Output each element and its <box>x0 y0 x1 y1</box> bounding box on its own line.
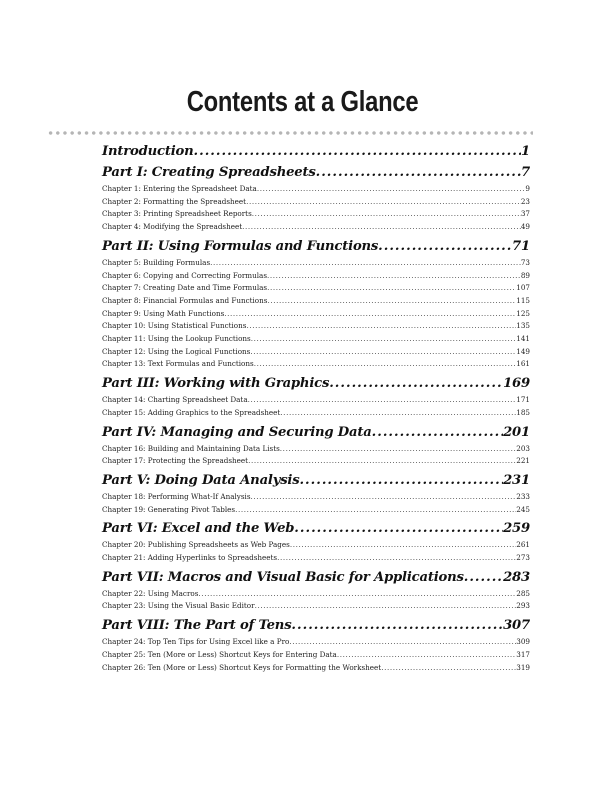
page-number: 203 <box>516 443 530 453</box>
toc-chapter-entry[interactable] <box>102 320 530 333</box>
page-number: 89 <box>520 270 530 280</box>
table-of-contents <box>102 144 530 674</box>
toc-chapter-entry[interactable] <box>102 504 530 517</box>
dot-leader <box>198 588 516 601</box>
part-title: Part VIII: The Part of Tens <box>102 618 292 634</box>
dot-leader <box>255 600 517 613</box>
dot-leader <box>235 504 516 517</box>
dot-leader <box>290 539 516 552</box>
page-number: 317 <box>516 649 530 659</box>
dot-leader <box>194 144 521 160</box>
page-number: 1 <box>521 144 530 159</box>
page-number: 71 <box>512 238 530 254</box>
page-number: 221 <box>516 456 530 466</box>
toc-chapter-entry[interactable] <box>102 358 530 371</box>
chapter-title: Chapter 18: Performing What-If Analysis <box>102 491 251 501</box>
dot-leader <box>210 257 521 270</box>
part-title: Part III: Working with Graphics <box>102 376 330 392</box>
dot-leader <box>267 282 516 295</box>
dot-leader <box>248 394 517 407</box>
toc-chapter-entry[interactable] <box>102 183 530 196</box>
dot-leader <box>277 552 516 565</box>
page-number: 309 <box>516 637 530 647</box>
page-number: 259 <box>503 521 530 537</box>
page-number: 293 <box>516 601 530 611</box>
dot-leader <box>254 358 517 371</box>
dot-leader <box>299 473 503 489</box>
page-number: 201 <box>503 424 530 440</box>
chapter-title: Chapter 21: Adding Hyperlinks to Spreadsheets <box>102 553 278 563</box>
chapter-title: Chapter 8: Financial Formulas and Functions <box>102 295 268 305</box>
dot-leader <box>316 165 521 181</box>
chapter-title: Chapter 15: Adding Graphics to the Spreadsheet <box>102 407 281 417</box>
page-number: 107 <box>516 283 530 293</box>
chapter-title: Chapter 1: Entering the Spreadsheet Data <box>102 184 257 193</box>
toc-chapter-entry[interactable] <box>102 208 530 221</box>
toc-chapter-entry[interactable] <box>102 346 530 359</box>
toc-chapter-entry[interactable] <box>102 552 530 565</box>
dot-leader <box>372 425 503 441</box>
dot-leader <box>291 618 503 634</box>
page-number: 273 <box>516 553 530 563</box>
dot-leader <box>242 221 521 234</box>
toc-part-entry[interactable] <box>102 618 530 634</box>
page-number: 233 <box>516 491 530 501</box>
dot-leader <box>381 662 516 675</box>
dot-leader <box>378 239 512 255</box>
page-number: 285 <box>516 588 530 598</box>
dot-leader <box>289 636 516 649</box>
toc-part-entry[interactable] <box>102 570 530 586</box>
page-number: 307 <box>503 618 530 634</box>
part-title: Introduction <box>102 144 194 159</box>
page-number: 9 <box>525 184 530 193</box>
part-title: Part VI: Excel and the Web <box>102 521 295 537</box>
page-number: 125 <box>516 308 530 318</box>
toc-part-entry[interactable] <box>102 473 530 489</box>
page-number: 169 <box>503 376 530 392</box>
chapter-title: Chapter 23: Using the Visual Basic Editor <box>102 601 255 611</box>
dot-leader <box>464 570 503 586</box>
page-number: 37 <box>520 209 530 219</box>
page-number: 171 <box>516 395 530 405</box>
page-number: 261 <box>516 540 530 550</box>
toc-part-entry[interactable] <box>102 239 530 255</box>
page-number: 319 <box>516 662 530 672</box>
dot-leader <box>257 183 526 196</box>
dot-leader <box>251 491 517 504</box>
page-title: Contents at a Glance <box>186 86 419 118</box>
dot-leader <box>246 196 521 209</box>
toc-part-entry[interactable] <box>102 425 530 441</box>
toc-chapter-entry[interactable] <box>102 539 530 552</box>
chapter-title: Chapter 16: Building and Maintaining Data Lists <box>102 443 280 453</box>
page-number: 135 <box>516 321 530 331</box>
toc-chapter-entry[interactable] <box>102 443 530 456</box>
dot-leader <box>252 208 521 221</box>
part-title: Part IV: Managing and Securing Data <box>102 424 372 440</box>
page-number: 283 <box>503 569 530 585</box>
toc-chapter-entry[interactable] <box>102 394 530 407</box>
toc-chapter-entry[interactable] <box>102 455 530 468</box>
chapter-title: Chapter 11: Using the Lookup Functions <box>102 334 251 344</box>
toc-part-entry[interactable] <box>102 144 530 160</box>
toc-chapter-entry[interactable] <box>102 662 530 675</box>
dot-leader <box>280 443 516 456</box>
chapter-title: Chapter 14: Charting Spreadsheet Data <box>102 395 248 405</box>
toc-chapter-entry[interactable] <box>102 221 530 234</box>
toc-chapter-entry[interactable] <box>102 491 530 504</box>
toc-chapter-entry[interactable] <box>102 270 530 283</box>
chapter-title: Chapter 13: Text Formulas and Functions <box>102 359 254 369</box>
chapter-title: Chapter 2: Formatting the Spreadsheet <box>102 196 247 206</box>
dot-leader <box>294 521 503 537</box>
chapter-title: Chapter 4: Modifying the Spreadsheet <box>102 222 243 232</box>
part-title: Part VII: Macros and Visual Basic for Applications <box>102 569 464 585</box>
page-number: 115 <box>516 295 530 305</box>
chapter-title: Chapter 5: Building Formulas <box>102 257 211 267</box>
toc-part-entry[interactable] <box>102 521 530 537</box>
page-number: 161 <box>516 359 530 369</box>
chapter-title: Chapter 3: Printing Spreadsheet Reports <box>102 209 252 219</box>
dot-leader <box>267 270 521 283</box>
page-number: 49 <box>520 222 530 232</box>
toc-chapter-entry[interactable] <box>102 308 530 321</box>
chapter-title: Chapter 17: Protecting the Spreadsheet <box>102 456 249 466</box>
page-number: 149 <box>516 346 530 356</box>
page-number: 23 <box>520 196 530 206</box>
dot-leader <box>250 346 516 359</box>
part-title: Part II: Using Formulas and Functions <box>102 238 379 254</box>
chapter-title: Chapter 26: Ten (More or Less) Shortcut Keys for Formatting the Worksheet <box>102 662 382 672</box>
chapter-title: Chapter 10: Using Statistical Functions <box>102 321 247 331</box>
chapter-title: Chapter 25: Ten (More or Less) Shortcut Keys for Entering Data <box>102 649 337 659</box>
page-number: 185 <box>516 407 530 417</box>
part-title: Part V: Doing Data Analysis <box>102 472 300 488</box>
dot-leader <box>337 649 516 662</box>
dot-leader <box>224 308 516 321</box>
toc-chapter-entry[interactable] <box>102 407 530 420</box>
chapter-title: Chapter 20: Publishing Spreadsheets as Web Pages <box>102 540 290 550</box>
dot-leader <box>248 455 516 468</box>
toc-chapter-entry[interactable] <box>102 333 530 346</box>
page-number: 245 <box>516 504 530 514</box>
dot-leader <box>251 333 517 346</box>
toc-chapter-entry[interactable] <box>102 600 530 613</box>
dot-leader <box>280 407 516 420</box>
chapter-title: Chapter 22: Using Macros <box>102 588 199 598</box>
dotted-divider <box>47 130 533 136</box>
part-title: Part I: Creating Spreadsheets <box>102 165 316 180</box>
page-number: 73 <box>520 257 530 267</box>
chapter-title: Chapter 9: Using Math Functions <box>102 308 225 318</box>
toc-chapter-entry[interactable] <box>102 649 530 662</box>
toc-chapter-entry[interactable] <box>102 282 530 295</box>
dot-leader <box>329 376 503 392</box>
dot-leader <box>267 295 516 308</box>
page-number: 7 <box>521 165 530 180</box>
page-number: 231 <box>503 472 530 488</box>
toc-chapter-entry[interactable] <box>102 196 530 209</box>
toc-chapter-entry[interactable] <box>102 257 530 270</box>
toc-part-entry[interactable] <box>102 376 530 392</box>
toc-chapter-entry[interactable] <box>102 636 530 649</box>
toc-part-entry[interactable] <box>102 165 530 181</box>
chapter-title: Chapter 24: Top Ten Tips for Using Excel like a Pro <box>102 637 290 647</box>
chapter-title: Chapter 6: Copying and Correcting Formulas <box>102 270 268 280</box>
page-number: 141 <box>516 334 530 344</box>
chapter-title: Chapter 12: Using the Logical Functions <box>102 346 251 356</box>
toc-chapter-entry[interactable] <box>102 295 530 308</box>
chapter-title: Chapter 7: Creating Date and Time Formulas <box>102 283 268 293</box>
dot-leader <box>246 320 516 333</box>
chapter-title: Chapter 19: Generating Pivot Tables <box>102 504 236 514</box>
toc-chapter-entry[interactable] <box>102 588 530 601</box>
